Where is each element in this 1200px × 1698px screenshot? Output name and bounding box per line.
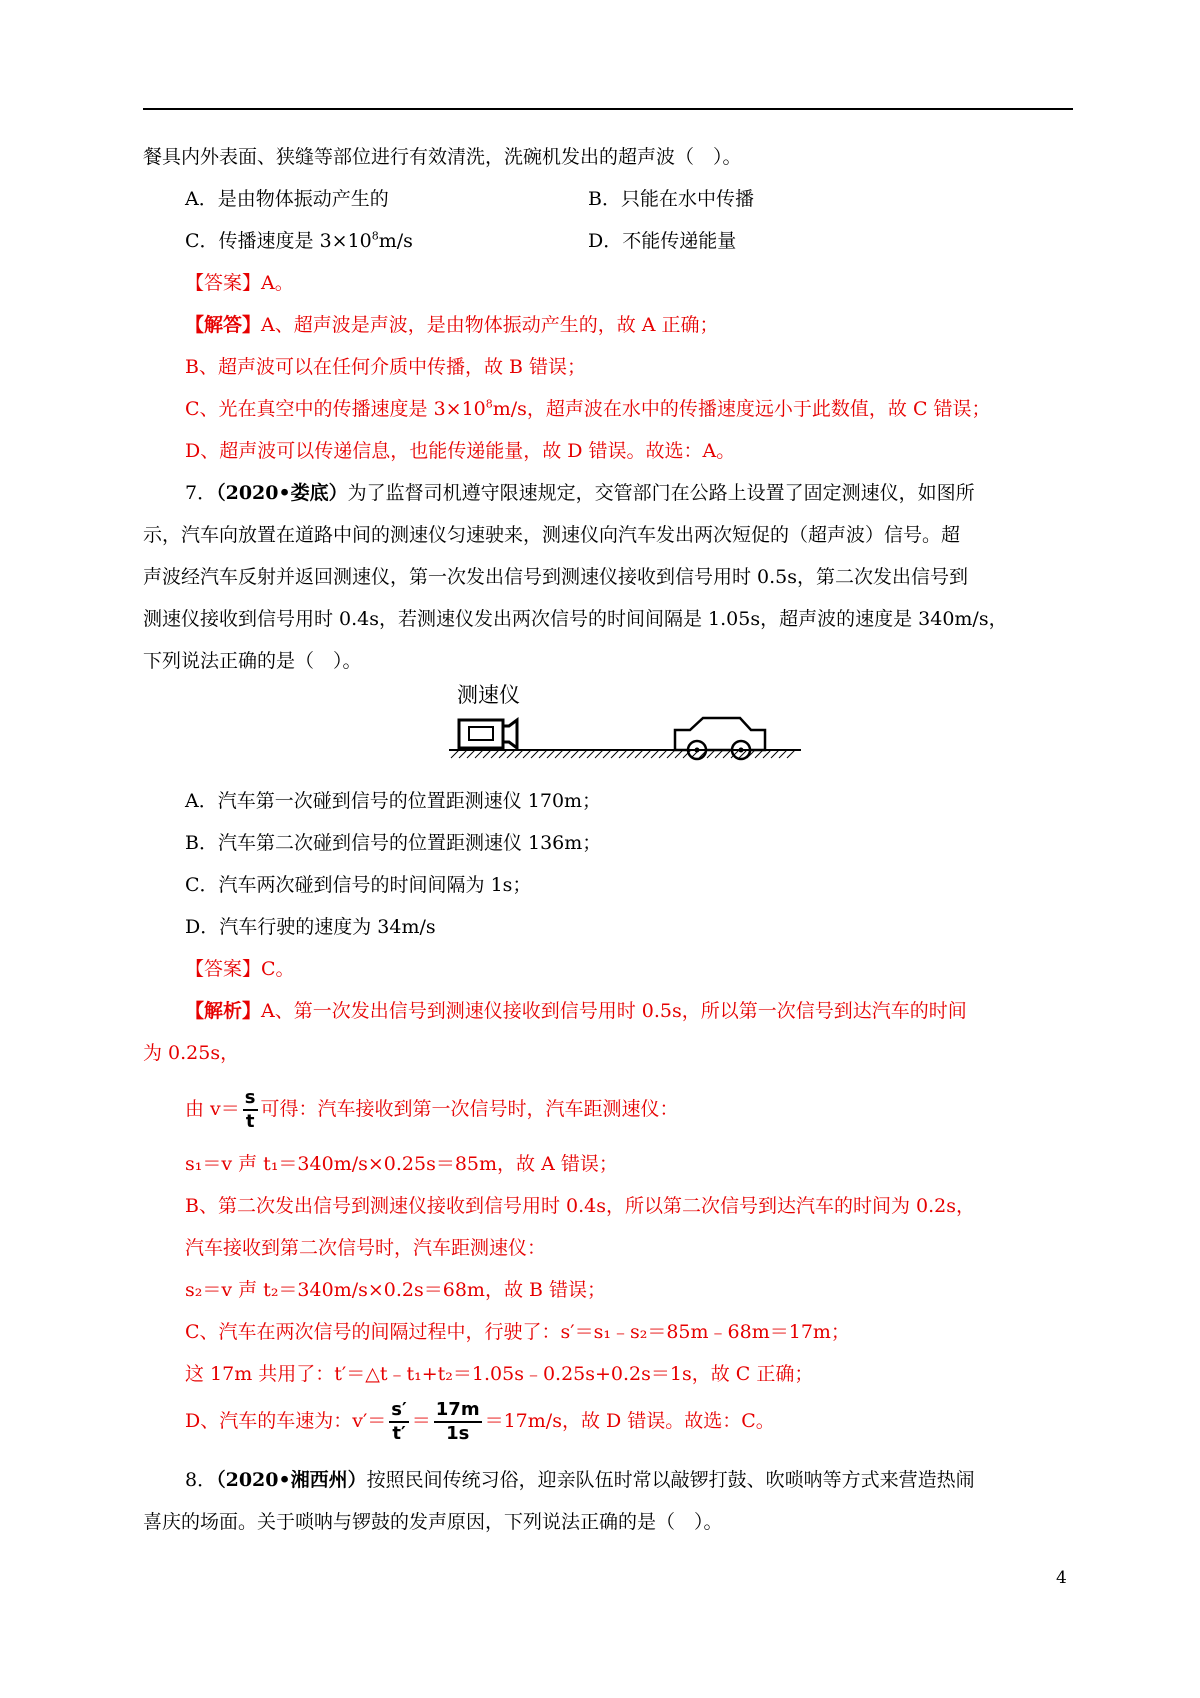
page-number: 4 <box>1056 1568 1067 1588</box>
q7-c-line-2: 这 17m 共用了：t′＝△t﹣t₁+t₂＝1.05s﹣0.25s+0.2s＝1s，故 C 正确； <box>185 1363 814 1385</box>
figure-label: 测速仪 <box>457 683 520 707</box>
q7-formula-line <box>185 1085 679 1133</box>
q7-option-d: D．汽车行驶的速度为 34m/s <box>185 916 436 938</box>
q7-stem-line-1 <box>185 479 975 507</box>
q7-stem-line-5: 下列说法正确的是（ ）。 <box>143 650 362 672</box>
formula-denominator: t <box>243 1109 258 1133</box>
q7-answer: 【答案】C。 <box>185 958 295 980</box>
q6-stem-tail: 餐具内外表面、狭缝等部位进行有效清洗，洗碗机发出的超声波（ ）。 <box>143 146 742 168</box>
q7-b-line-1: B、第二次发出信号到测速仪接收到信号用时 0.4s，所以第二次信号到达汽车的时间为 0.2s， <box>185 1195 975 1217</box>
q7-stem-line-2: 示，汽车向放置在道路中间的测速仪匀速驶来，测速仪向汽车发出两次短促的（超声波）信号。超 <box>143 524 961 546</box>
formula-suffix: 可得：汽车接收到第一次信号时，汽车距测速仪： <box>260 1098 679 1120</box>
q6-solution-c-exponent: 8 <box>485 397 493 411</box>
q8-number: 8． <box>185 1469 217 1491</box>
d-denominator-1: t′ <box>389 1421 408 1445</box>
q7-d-line <box>185 1397 775 1445</box>
q7-source: （2020•娄底） <box>216 482 348 504</box>
q7-analysis-line-2: 为 0.25s， <box>143 1042 240 1064</box>
q7-c-line-1: C、汽车在两次信号的间隔过程中，行驶了：s′＝s₁﹣s₂＝85m﹣68m＝17m； <box>185 1321 850 1343</box>
q7-b-line-2: 汽车接收到第二次信号时，汽车距测速仪： <box>185 1237 547 1259</box>
q7-stem-line-4: 测速仪接收到信号用时 0.4s，若测速仪发出两次信号的时间间隔是 1.05s，超声波的速度是 340m/s， <box>143 608 1008 630</box>
q6-solution-d: D、超声波可以传递信息，也能传递能量，故 D 错误。故选：A。 <box>185 440 736 462</box>
q6-solution-a-text: A、超声波是声波，是由物体振动产生的，故 A 正确； <box>261 314 719 336</box>
q6-option-c <box>185 227 413 255</box>
q6-option-c-post: m/s <box>378 230 413 252</box>
header-rule <box>143 108 1073 110</box>
speed-detector-figure <box>445 680 805 764</box>
d-suffix: ＝17m/s，故 D 错误。故选：C。 <box>484 1410 775 1432</box>
q6-option-c-exponent: 8 <box>371 229 379 243</box>
detector-lens <box>503 720 517 748</box>
q7-s1-line: s₁＝v 声 t₁＝340m/s×0.25s＝85m，故 A 错误； <box>185 1153 618 1175</box>
q7-option-b: B．汽车第二次碰到信号的位置距测速仪 136m； <box>185 832 602 854</box>
q6-solution-c-post: m/s，超声波在水中的传播速度远小于此数值，故 C 错误； <box>492 398 991 420</box>
d-equals: ＝ <box>411 1410 431 1432</box>
q6-solution-label: 【解答】 <box>185 314 262 336</box>
formula-fraction-s-over-t <box>243 1087 258 1133</box>
q7-option-c: C．汽车两次碰到信号的时间间隔为 1s； <box>185 874 532 896</box>
q6-solution-c <box>185 395 991 423</box>
q7-analysis-line-1 <box>185 997 967 1025</box>
q6-option-c-pre: C．传播速度是 3×10 <box>185 230 372 252</box>
q6-solution-a <box>185 311 719 339</box>
q7-stem-line-3: 声波经汽车反射并返回测速仪，第一次发出信号到测速仪接收到信号用时 0.5s，第二次发出信号到 <box>143 566 969 588</box>
q8-stem-line-2: 喜庆的场面。关于唢呐与锣鼓的发声原因，下列说法正确的是（ ）。 <box>143 1511 723 1533</box>
formula-numerator: s <box>244 1087 256 1108</box>
d-denominator-2: 1s <box>434 1421 482 1445</box>
q7-s2-line: s₂＝v 声 t₂＝340m/s×0.2s＝68m，故 B 错误； <box>185 1279 606 1301</box>
d-prefix: D、汽车的车速为：v′＝ <box>185 1410 387 1432</box>
fraction-s-prime-over-t-prime <box>389 1399 408 1445</box>
q7-stem-1-text: 为了监督司机遵守限速规定，交管部门在公路上设置了固定测速仪，如图所 <box>347 482 975 504</box>
d-numerator-2: 17m <box>435 1399 480 1420</box>
q8-stem-line-1 <box>185 1466 975 1494</box>
q6-option-b: B．只能在水中传播 <box>588 188 754 210</box>
q6-solution-c-pre: C、光在真空中的传播速度是 3×10 <box>185 398 486 420</box>
q6-option-a: A．是由物体振动产生的 <box>185 188 389 210</box>
detector-window <box>469 727 493 740</box>
q7-analysis-label: 【解析】 <box>185 1000 262 1022</box>
q7-number: 7． <box>185 482 217 504</box>
fraction-17m-over-1s <box>434 1399 482 1445</box>
q7-option-a: A．汽车第一次碰到信号的位置距测速仪 170m； <box>185 790 602 812</box>
q8-source: （2020•湘西州） <box>216 1469 367 1491</box>
q6-answer: 【答案】A。 <box>185 272 294 294</box>
q6-option-d: D．不能传递能量 <box>588 230 737 252</box>
q7-analysis-1-text: A、第一次发出信号到测速仪接收到信号用时 0.5s，所以第一次信号到达汽车的时间 <box>261 1000 967 1022</box>
d-numerator-1: s′ <box>391 1399 407 1420</box>
q6-solution-b: B、超声波可以在任何介质中传播，故 B 错误； <box>185 356 587 378</box>
formula-prefix: 由 v＝ <box>185 1098 240 1120</box>
q8-stem-1-text: 按照民间传统习俗，迎亲队伍时常以敲锣打鼓、吹唢呐等方式来营造热闹 <box>366 1469 975 1491</box>
